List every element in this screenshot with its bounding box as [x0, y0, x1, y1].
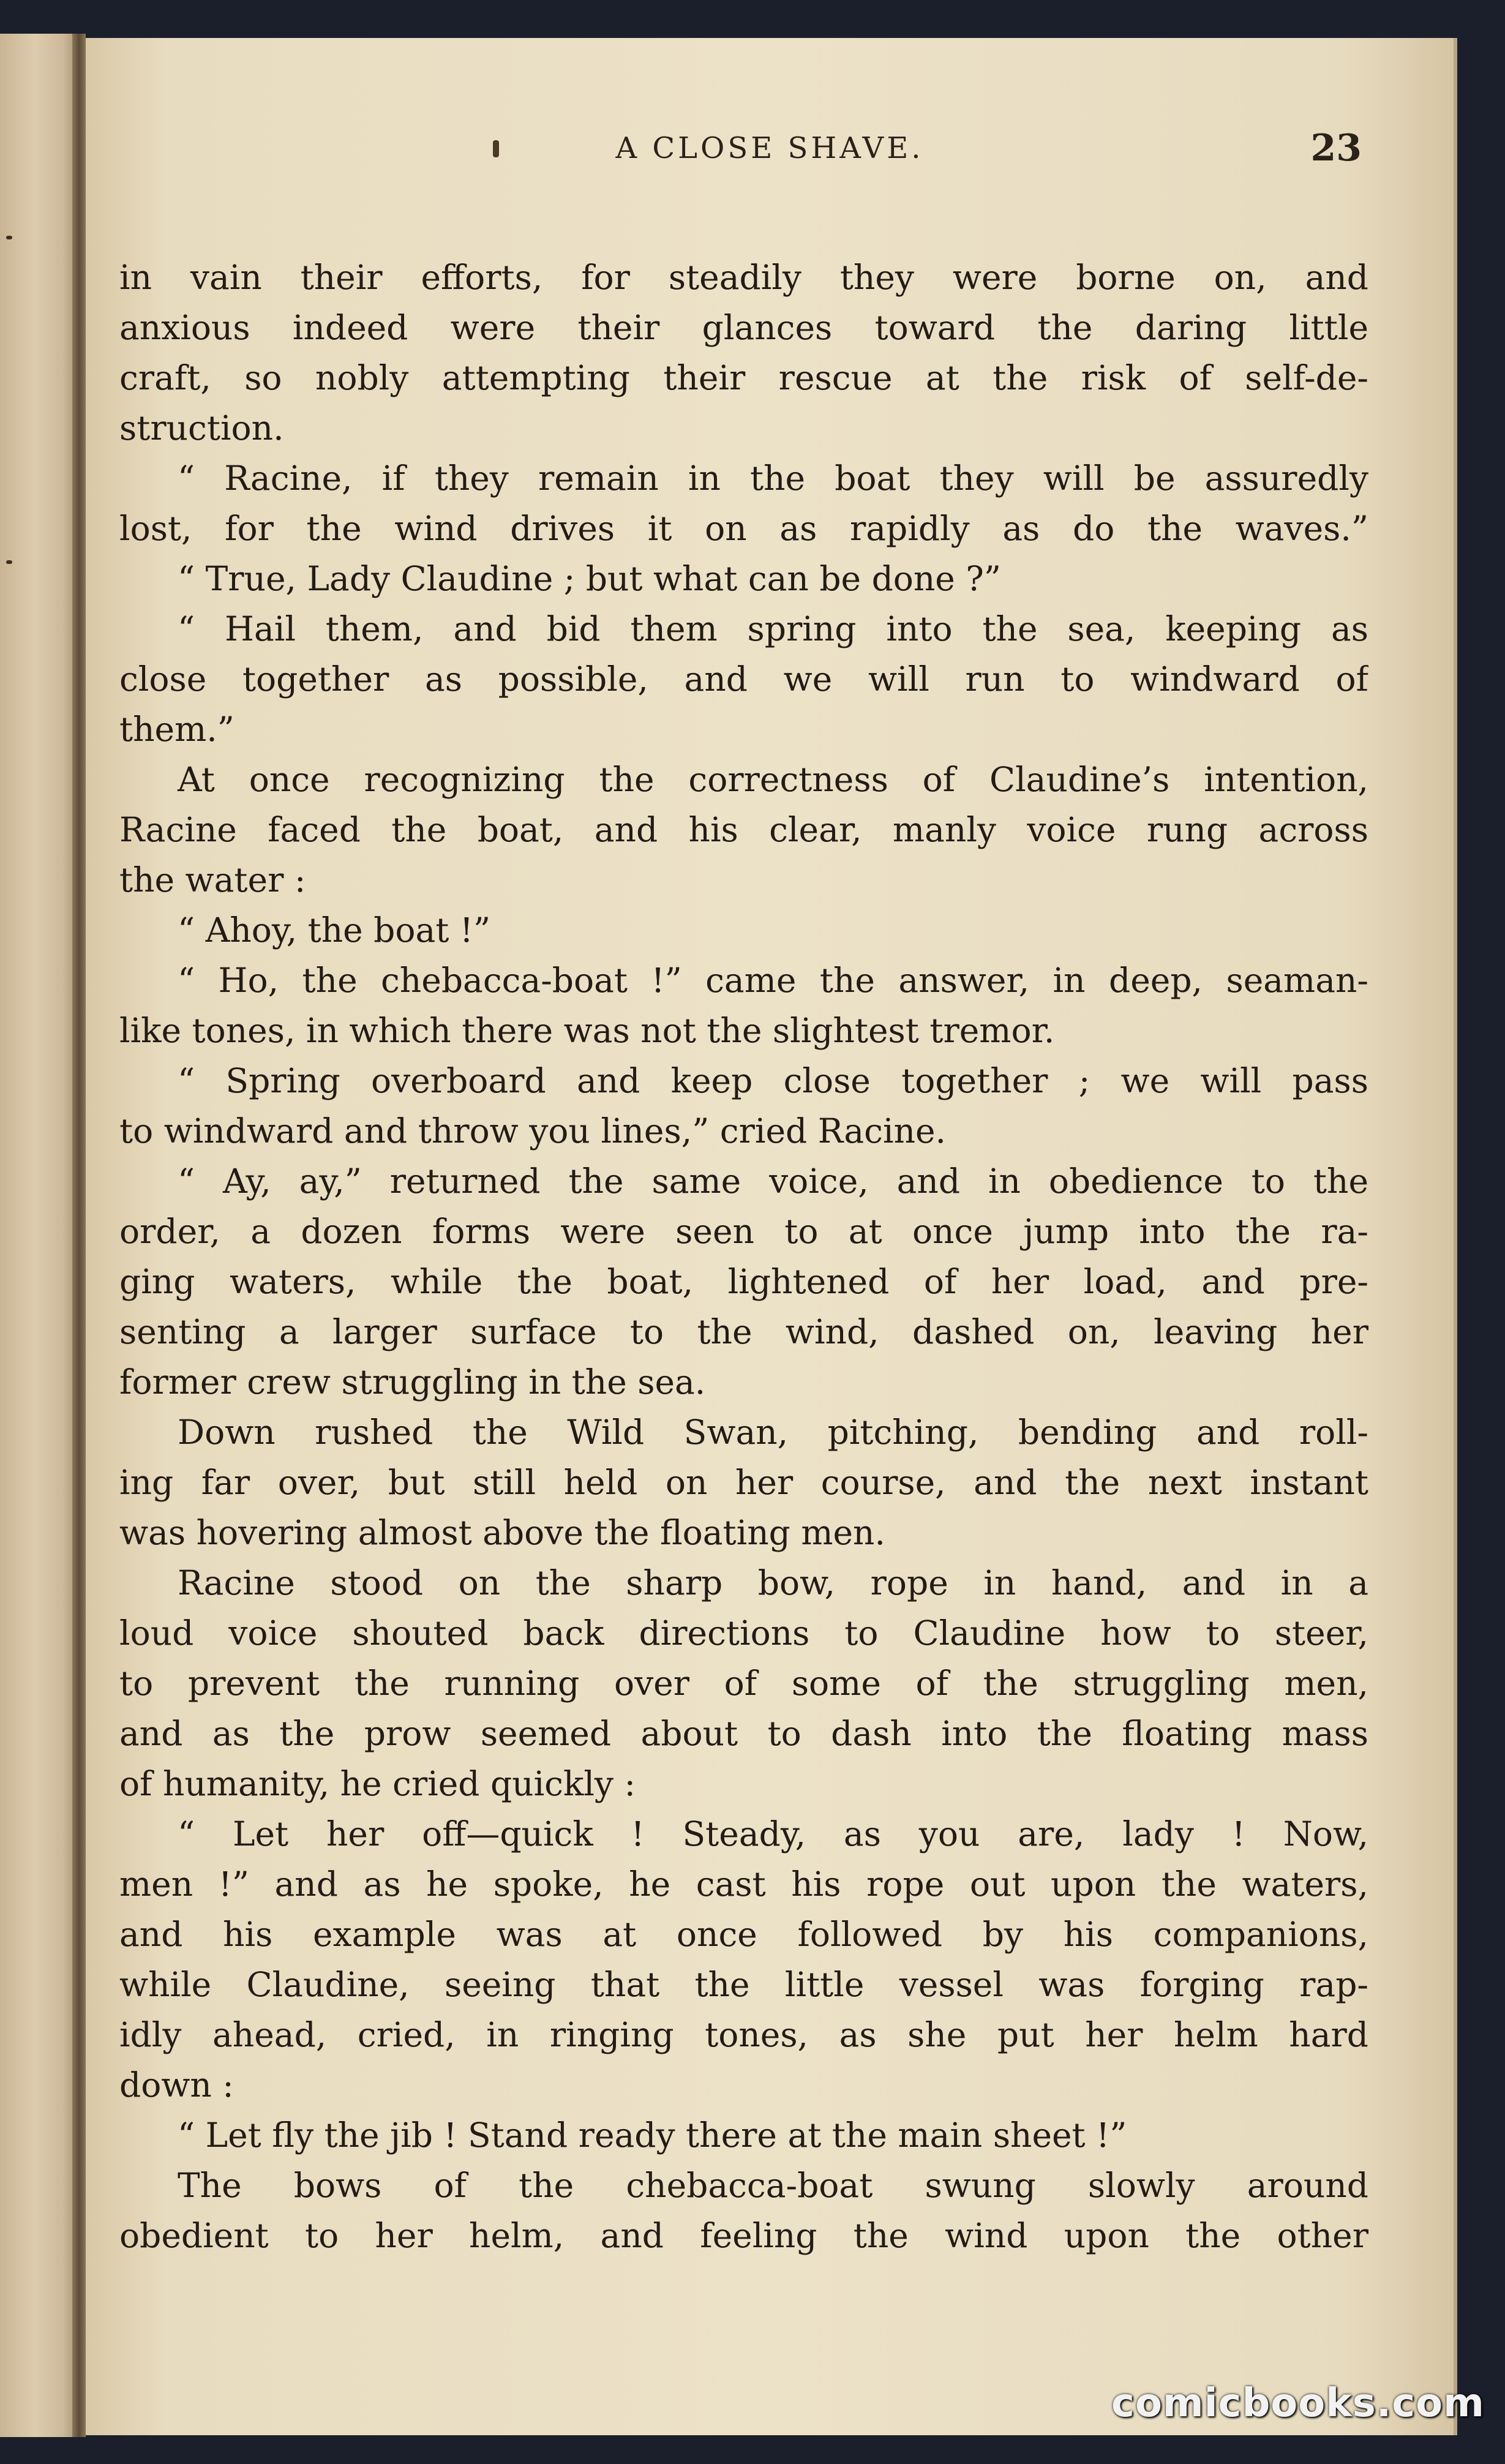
text-line: “ Ay, ay,” returned the same voice, and in obedience to the [178, 1162, 1368, 1201]
text-line: close together as possible, and we will run to windward of [119, 659, 1368, 699]
book-page [86, 38, 1457, 2435]
text-line: the water : [119, 860, 306, 900]
watermark: comicbooks.com [1111, 2381, 1485, 2426]
text-line: struction. [119, 408, 284, 448]
text-line: “ True, Lady Claudine ; but what can be done ?” [178, 559, 1001, 598]
text-line: down : [119, 2065, 234, 2105]
text-line: ging waters, while the boat, lightened of her load, and pre- [119, 1262, 1368, 1301]
facing-page-mark [6, 236, 12, 239]
text-line: of humanity, he cried quickly : [119, 1764, 636, 1803]
text-line: was hovering almost above the floating men. [119, 1513, 885, 1552]
text-line: “ Spring overboard and keep close together ; we will pass [178, 1061, 1368, 1100]
text-line: “ Ho, the chebacca-boat !” came the answer, in deep, seaman- [178, 961, 1368, 1000]
text-line: them.” [119, 710, 235, 749]
text-line: to windward and throw you lines,” cried Racine. [119, 1111, 947, 1151]
page-header [86, 115, 1454, 182]
text-line: At once recognizing the correctness of Claudine’s intention, [178, 760, 1368, 799]
text-line: in vain their efforts, for steadily they were borne on, and [119, 258, 1368, 297]
text-line: and as the prow seemed about to dash into the floating mass [119, 1714, 1368, 1753]
text-line: anxious indeed were their glances toward the daring little [119, 308, 1368, 347]
text-line: Down rushed the Wild Swan, pitching, bending and roll- [178, 1413, 1368, 1452]
text-line: “ Ahoy, the boat !” [178, 911, 491, 950]
text-line: to prevent the running over of some of the struggling men, [119, 1664, 1368, 1703]
facing-page-mark [6, 560, 12, 564]
text-line: ing far over, but still held on her course, and the next instant [119, 1463, 1368, 1502]
text-line: and his example was at once followed by his companions, [119, 1915, 1368, 1954]
text-line: lost, for the wind drives it on as rapidly as do the waves.” [119, 509, 1368, 548]
text-line: loud voice shouted back directions to Claudine how to steer, [119, 1613, 1368, 1653]
book-gutter [72, 34, 86, 2437]
text-line: The bows of the chebacca-boat swung slowly around [178, 2166, 1368, 2205]
text-line: idly ahead, cried, in ringing tones, as she put her helm hard [119, 2015, 1368, 2054]
text-line: obedient to her helm, and feeling the wind upon the other [119, 2216, 1368, 2255]
text-line: Racine stood on the sharp bow, rope in hand, and in a [178, 1563, 1368, 1602]
text-line: senting a larger surface to the wind, dashed on, leaving her [119, 1312, 1368, 1351]
text-line: while Claudine, seeing that the little vessel was forging rap- [119, 1965, 1368, 2004]
text-line: former crew struggling in the sea. [119, 1362, 706, 1402]
body-text [119, 252, 1368, 2261]
text-line: craft, so nobly attempting their rescue at the risk of self-de- [119, 358, 1368, 397]
text-line: “ Let fly the jib ! Stand ready there at the main sheet !” [178, 2116, 1127, 2155]
running-head: A CLOSE SHAVE. [615, 131, 924, 165]
text-line: “ Let her off—quick ! Steady, as you are, lady ! Now, [178, 1814, 1368, 1854]
text-line: men !” and as he spoke, he cast his rope out upon the waters, [119, 1865, 1368, 1904]
text-line: Racine faced the boat, and his clear, manly voice rung across [119, 810, 1368, 849]
text-line: “ Racine, if they remain in the boat they will be assuredly [178, 459, 1368, 498]
text-line: order, a dozen forms were seen to at once jump into the ra- [119, 1212, 1368, 1251]
text-line: like tones, in which there was not the slightest tremor. [119, 1011, 1055, 1050]
facing-page-edge [0, 34, 78, 2437]
text-line: “ Hail them, and bid them spring into the sea, keeping as [178, 609, 1368, 648]
page-number: 23 [1310, 127, 1362, 170]
